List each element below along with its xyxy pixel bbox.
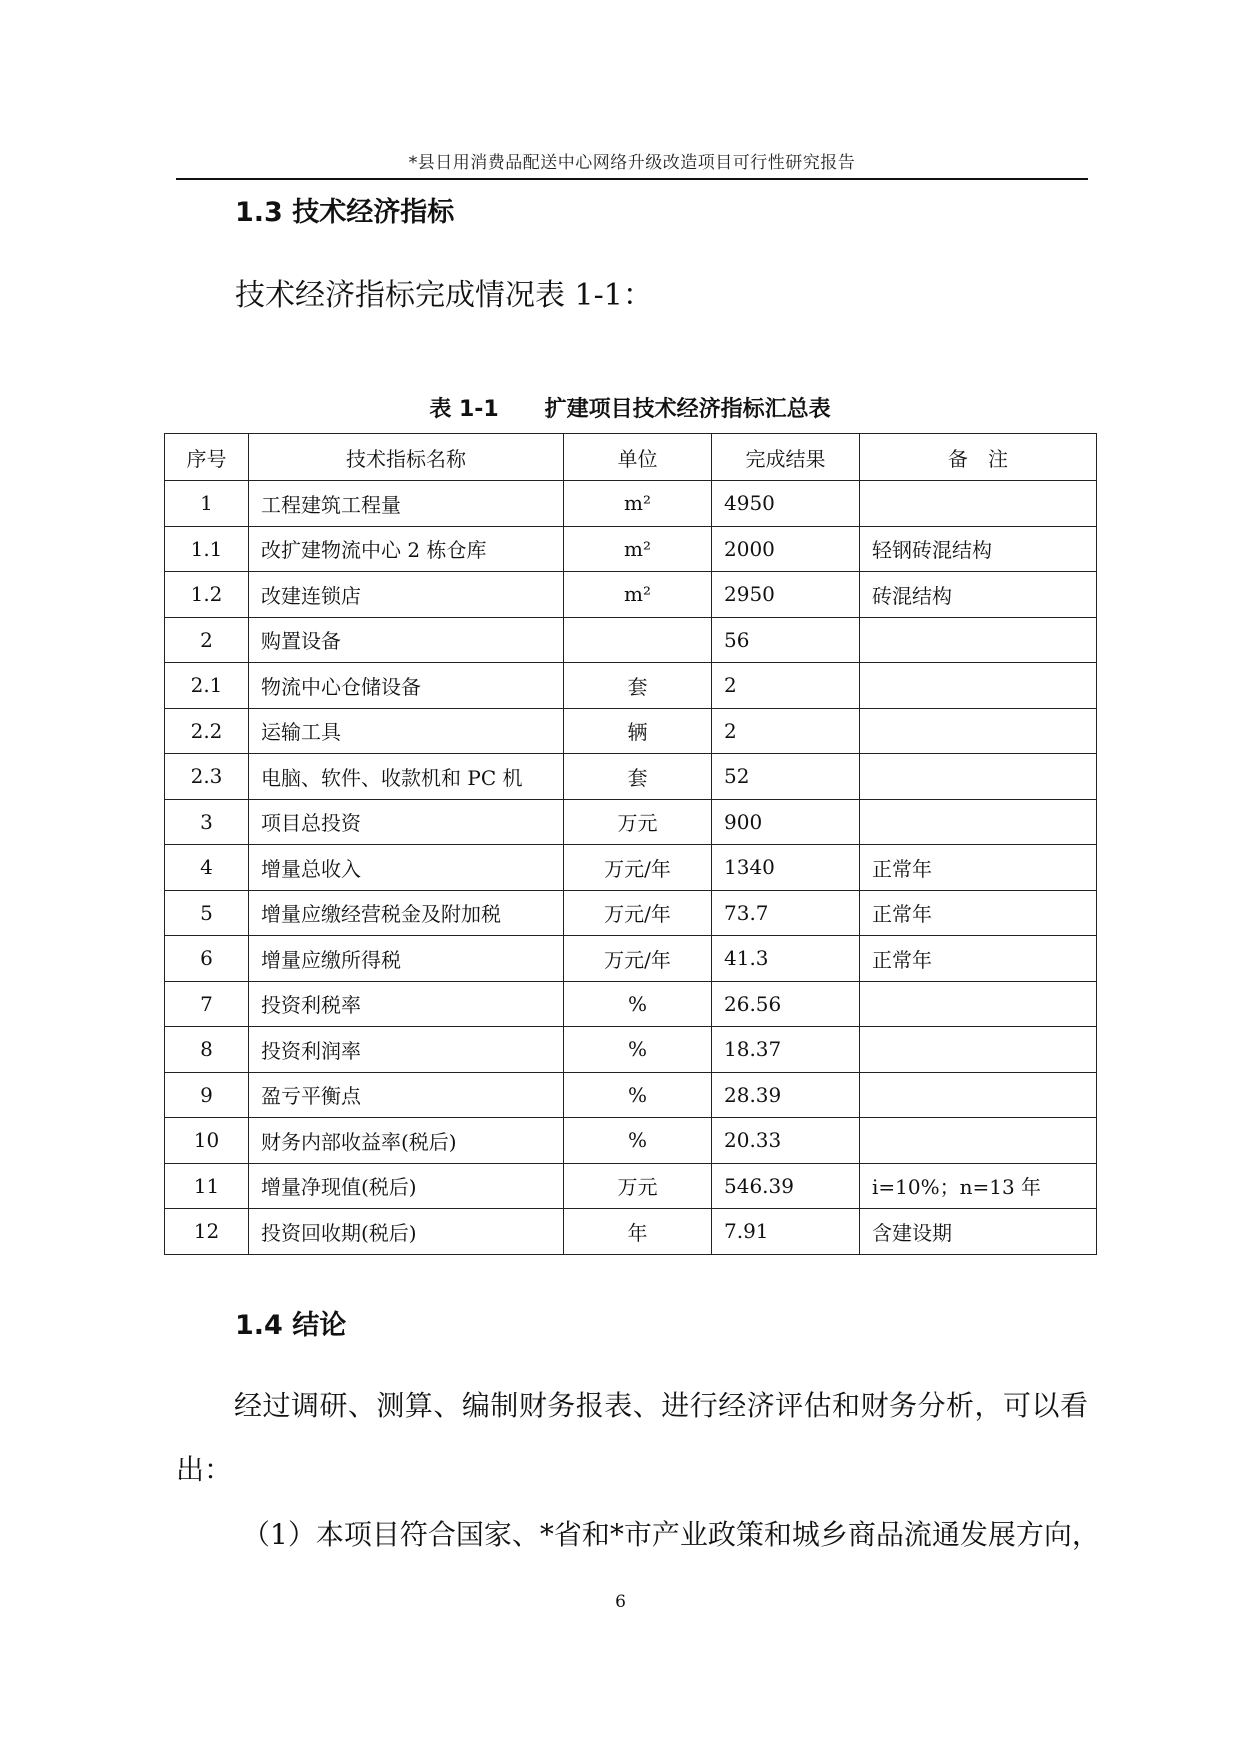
table-row	[165, 936, 1097, 982]
cell-note	[860, 663, 1097, 709]
cell-result: 56	[712, 617, 860, 663]
cell-no: 2.3	[165, 754, 249, 800]
cell-name: 电脑、软件、收款机和 PC 机	[249, 754, 564, 800]
cell-unit: m²	[564, 481, 712, 527]
cell-note	[860, 1027, 1097, 1073]
cell-note	[860, 1118, 1097, 1164]
table-row	[165, 572, 1097, 618]
table-row	[165, 1118, 1097, 1164]
cell-note: 正常年	[860, 890, 1097, 936]
cell-no: 11	[165, 1163, 249, 1209]
cell-no: 10	[165, 1118, 249, 1164]
cell-note: 砖混结构	[860, 572, 1097, 618]
cell-unit: %	[564, 981, 712, 1027]
cell-note: 轻钢砖混结构	[860, 526, 1097, 572]
cell-no: 1.2	[165, 572, 249, 618]
cell-result: 2	[712, 708, 860, 754]
cell-unit: 套	[564, 663, 712, 709]
cell-name: 投资利税率	[249, 981, 564, 1027]
cell-no: 2	[165, 617, 249, 663]
table-row	[165, 708, 1097, 754]
header-rule	[176, 178, 1088, 180]
cell-name: 改建连锁店	[249, 572, 564, 618]
cell-unit: 万元/年	[564, 845, 712, 891]
cell-note	[860, 708, 1097, 754]
cell-name: 投资利润率	[249, 1027, 564, 1073]
cell-no: 1.1	[165, 526, 249, 572]
cell-name: 财务内部收益率(税后)	[249, 1118, 564, 1164]
cell-result: 546.39	[712, 1163, 860, 1209]
cell-result: 20.33	[712, 1118, 860, 1164]
cell-result: 41.3	[712, 936, 860, 982]
cell-note: 正常年	[860, 936, 1097, 982]
cell-unit: %	[564, 1118, 712, 1164]
cell-name: 增量应缴所得税	[249, 936, 564, 982]
cell-name: 物流中心仓储设备	[249, 663, 564, 709]
table-row	[165, 663, 1097, 709]
table-row	[165, 1163, 1097, 1209]
cell-unit: 辆	[564, 708, 712, 754]
table-row	[165, 1209, 1097, 1255]
cell-name: 工程建筑工程量	[249, 481, 564, 527]
conclusion-item-1: （1）本项目符合国家、*省和*市产业政策和城乡商品流通发展方向，	[242, 1518, 1100, 1551]
conclusion-paragraph: 经过调研、测算、编制财务报表、进行经济评估和财务分析，可以看出：	[176, 1389, 1088, 1486]
cell-unit: 套	[564, 754, 712, 800]
cell-result: 900	[712, 799, 860, 845]
cell-result: 28.39	[712, 1072, 860, 1118]
cell-note	[860, 754, 1097, 800]
cell-result: 26.56	[712, 981, 860, 1027]
cell-result: 7.91	[712, 1209, 860, 1255]
cell-result: 2950	[712, 572, 860, 618]
cell-no: 2.2	[165, 708, 249, 754]
cell-name: 改扩建物流中心 2 栋仓库	[249, 526, 564, 572]
cell-result: 73.7	[712, 890, 860, 936]
page-header: *县日用消费品配送中心网络升级改造项目可行性研究报告	[408, 153, 856, 173]
page-number: 6	[615, 1592, 626, 1612]
cell-no: 2.1	[165, 663, 249, 709]
cell-name: 运输工具	[249, 708, 564, 754]
cell-unit: m²	[564, 572, 712, 618]
cell-note: i=10%；n=13 年	[860, 1163, 1097, 1209]
cell-result: 1340	[712, 845, 860, 891]
table-row	[165, 1072, 1097, 1118]
table-row	[165, 1027, 1097, 1073]
table-row	[165, 481, 1097, 527]
cell-result: 2000	[712, 526, 860, 572]
cell-unit: 年	[564, 1209, 712, 1255]
cell-name: 投资回收期(税后)	[249, 1209, 564, 1255]
indicator-summary-table	[164, 433, 1097, 1255]
cell-unit: %	[564, 1072, 712, 1118]
cell-result: 18.37	[712, 1027, 860, 1073]
cell-no: 4	[165, 845, 249, 891]
cell-unit: 万元	[564, 1163, 712, 1209]
cell-unit	[564, 617, 712, 663]
cell-no: 8	[165, 1027, 249, 1073]
table-row	[165, 981, 1097, 1027]
cell-no: 12	[165, 1209, 249, 1255]
cell-name: 购置设备	[249, 617, 564, 663]
table-row	[165, 845, 1097, 891]
cell-no: 9	[165, 1072, 249, 1118]
cell-no: 7	[165, 981, 249, 1027]
cell-unit: m²	[564, 526, 712, 572]
table-row	[165, 890, 1097, 936]
cell-no: 5	[165, 890, 249, 936]
cell-result: 52	[712, 754, 860, 800]
cell-name: 增量应缴经营税金及附加税	[249, 890, 564, 936]
table-body	[165, 481, 1097, 1255]
cell-unit: 万元/年	[564, 936, 712, 982]
cell-note	[860, 981, 1097, 1027]
cell-note	[860, 617, 1097, 663]
section-heading-1-4: 1.4 结论	[235, 1310, 347, 1341]
table-row	[165, 799, 1097, 845]
table-row	[165, 754, 1097, 800]
cell-note	[860, 799, 1097, 845]
cell-result: 2	[712, 663, 860, 709]
column-header-no: 序号	[165, 434, 249, 481]
section-heading-1-3: 1.3 技术经济指标	[235, 197, 455, 228]
cell-no: 3	[165, 799, 249, 845]
cell-no: 1	[165, 481, 249, 527]
column-header-note: 备 注	[860, 434, 1097, 481]
table-row	[165, 617, 1097, 663]
cell-name: 项目总投资	[249, 799, 564, 845]
table-header-row	[165, 434, 1097, 481]
cell-name: 增量净现值(税后)	[249, 1163, 564, 1209]
cell-unit: 万元/年	[564, 890, 712, 936]
cell-name: 增量总收入	[249, 845, 564, 891]
column-header-result: 完成结果	[712, 434, 860, 481]
table-row	[165, 526, 1097, 572]
cell-note: 正常年	[860, 845, 1097, 891]
cell-note	[860, 481, 1097, 527]
table-caption: 表 1-1 扩建项目技术经济指标汇总表	[429, 397, 831, 422]
cell-result: 4950	[712, 481, 860, 527]
table-intro-text: 技术经济指标完成情况表 1-1：	[235, 278, 653, 313]
cell-note: 含建设期	[860, 1209, 1097, 1255]
column-header-unit: 单位	[564, 434, 712, 481]
cell-name: 盈亏平衡点	[249, 1072, 564, 1118]
cell-unit: %	[564, 1027, 712, 1073]
cell-note	[860, 1072, 1097, 1118]
column-header-name: 技术指标名称	[249, 434, 564, 481]
cell-unit: 万元	[564, 799, 712, 845]
cell-no: 6	[165, 936, 249, 982]
